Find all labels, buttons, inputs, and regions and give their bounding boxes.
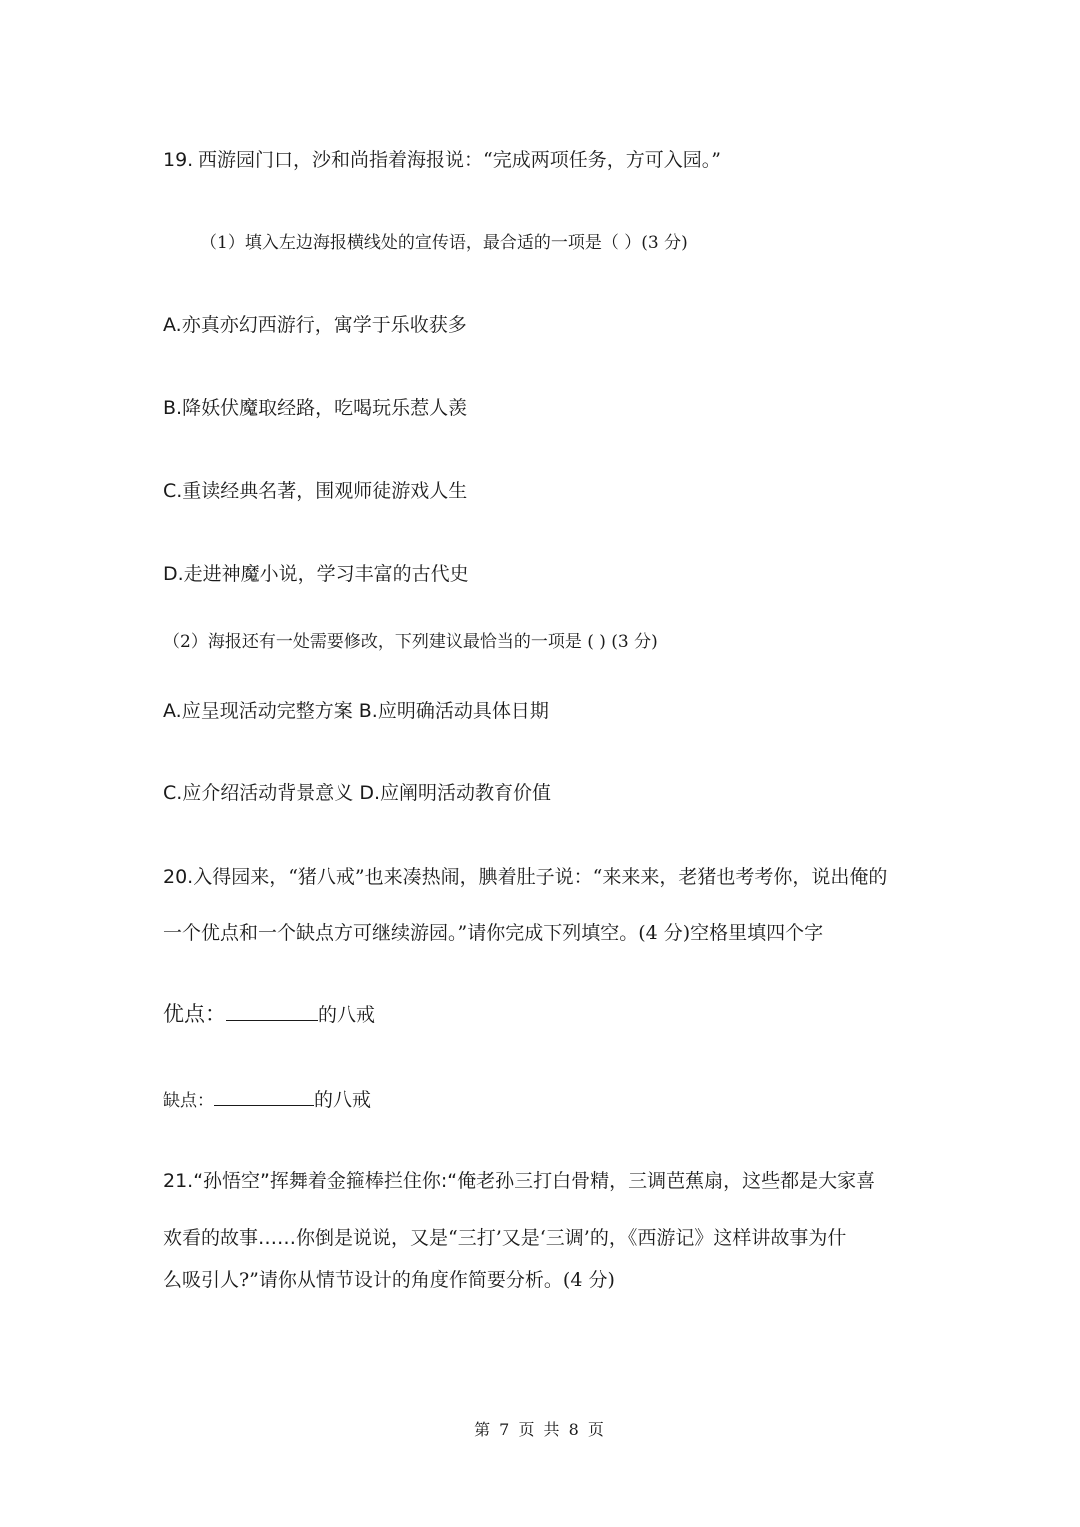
q19-sub2-stem: （2）海报还有一处需要修改，下列建议最恰当的一项是 ( ) (3 分): [163, 632, 658, 652]
q20-flaw-row: [163, 1087, 371, 1113]
q20-line1: [163, 865, 887, 890]
q20-line2: 一个优点和一个缺点方可继续游园。”请你完成下列填空。(4 分)空格里填四个字: [163, 922, 824, 944]
q21-line2-start: 欢看的故事……: [163, 1227, 297, 1249]
q20-merit-suffix: 的八戒: [318, 1004, 376, 1026]
q20-flaw-suffix: 的八戒: [314, 1089, 372, 1111]
q19-number: 19.: [163, 149, 194, 171]
q19-title: [163, 148, 721, 173]
q20-flaw-label: 缺点：: [163, 1091, 214, 1111]
q19-sub1-option-a: A.亦真亦幻西游行，寓学于乐收获多: [163, 314, 467, 336]
q20-merit-row: [163, 1002, 375, 1027]
q21-line3: 么吸引人?”请你从情节设计的角度作简要分析。(4 分): [163, 1269, 615, 1291]
q21-line2: [163, 1226, 846, 1251]
q19-sub1-stem: （1）填入左边海报横线处的宣传语，最合适的一项是（ ）(3 分): [200, 233, 688, 253]
q20-merit-label: 优点：: [163, 1002, 226, 1026]
page-footer: 第 7 页 共 8 页: [474, 1420, 606, 1439]
q19-sub2-options-row1: A.应呈现活动完整方案 B.应明确活动具体日期: [163, 700, 549, 722]
q20-flaw-blank[interactable]: [214, 1087, 314, 1106]
q19-sub2-options-row2: C.应介绍活动背景意义 D.应阐明活动教育价值: [163, 782, 552, 804]
q19-quote: “完成两项任务，方可入园。”: [482, 149, 721, 171]
q21-line1: 21.“孙悟空”挥舞着金箍棒拦住你:“俺老孙三打白骨精，三调芭蕉扇，这些都是大家喜: [163, 1170, 876, 1192]
q20-text-line1: 入得园来，“猪八戒”也来凑热闹，腆着肚子说：“来来来，老猪也考考你，说出俺的: [193, 866, 888, 888]
q19-sub1-option-d: D.走进神魔小说，学习丰富的古代史: [163, 563, 469, 585]
q20-number: 20.: [163, 866, 194, 888]
q19-lead: 西游园门口，沙和尚指着海报说：: [197, 149, 483, 171]
q19-sub1-option-c: C.重读经典名著，围观师徒游戏人生: [163, 480, 468, 502]
q21-line2-end: 你倒是说说，又是“三打’又是‘三调’的，《西游记》这样讲故事为什: [296, 1227, 847, 1249]
q19-sub1-option-b: B.降妖伏魔取经路，吃喝玩乐惹人羡: [163, 397, 468, 419]
q20-merit-blank[interactable]: [226, 1002, 318, 1021]
